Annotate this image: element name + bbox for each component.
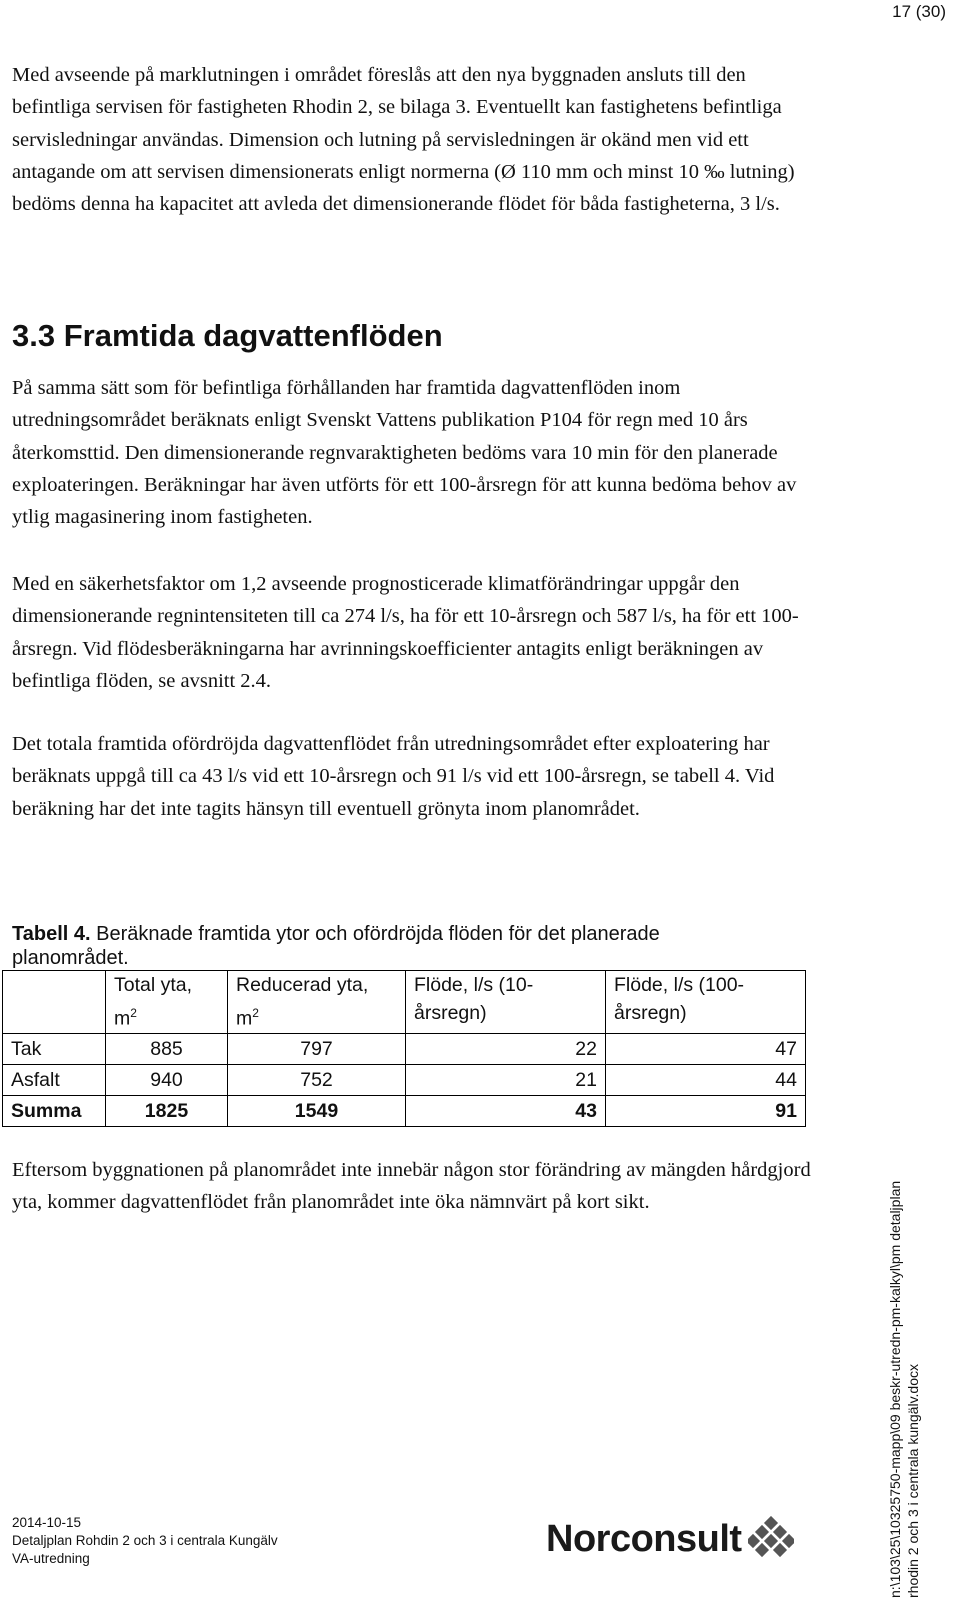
superscript: 2 <box>130 1006 137 1020</box>
footer-doc-type: VA-utredning <box>12 1551 90 1566</box>
cell-value: 940 <box>106 1064 228 1095</box>
header-line: Flöde, l/s (10- <box>414 974 534 996</box>
header-cell-total-area <box>106 971 228 1034</box>
superscript: 2 <box>252 1006 259 1020</box>
footer-project: Detaljplan Rohdin 2 och 3 i centrala Kungälv <box>12 1533 278 1548</box>
table-header-row <box>3 971 806 1034</box>
cell-value: 91 <box>606 1095 806 1126</box>
section-paragraph-2: Med en säkerhetsfaktor om 1,2 avseende prognosticerade klimatförändringar uppgår den dimensionerande regnintensiteten till ca 274 l/s, ha för ett 10-årsregn och 587 l/s, ha för ett 100-årsregn. Vid flödesberäkningarna har avrinningskoefficienter antagits enligt beräkningen av befintliga flöden, se avsnitt 2.4. <box>12 573 799 692</box>
footer <box>12 1514 278 1568</box>
cell-value: 885 <box>106 1033 228 1064</box>
logo-diamond-icon <box>748 1516 794 1562</box>
side-file-path-line-2: rhodin 2 och 3 i centrala kungälv.docx <box>905 1364 921 1598</box>
logo-text: Norconsult <box>546 1517 742 1560</box>
closing-paragraph: Eftersom byggnationen på planområdet inte innebär någon stor förändring av mängden hårdgjord yta, kommer dagvattenflödet från planområdet inte öka nämnvärt på kort sikt. <box>12 1159 811 1214</box>
cell-value: 47 <box>606 1033 806 1064</box>
header-line: Flöde, l/s (100- <box>614 974 745 996</box>
cell-value: 1549 <box>228 1095 406 1126</box>
cell-value: 797 <box>228 1033 406 1064</box>
section-paragraph-1: På samma sätt som för befintliga förhållanden har framtida dagvattenflöden inom utredningsområdet beräknats enligt Svenskt Vattens publikation P104 för regn med 10 års återkomsttid. Den dimensionerande regnvaraktigheten bedöms vara 10 min för den planerade exploateringen. Beräkningar har även utförts för ett 100-årsregn för att kunna bedöma behov av ytlig magasinering inom fastigheten. <box>12 377 797 529</box>
table-caption-label: Tabell 4. <box>12 923 91 945</box>
page-number: 17 (30) <box>892 2 946 21</box>
header-cell-flow-10 <box>406 971 606 1034</box>
header-line: m <box>114 1007 131 1030</box>
flow-table <box>2 970 806 1127</box>
cell-value: 752 <box>228 1064 406 1095</box>
header-line: årsregn) <box>614 1002 687 1024</box>
header-line: Total yta, <box>114 974 193 996</box>
row-label: Asfalt <box>3 1064 106 1095</box>
footer-date: 2014-10-15 <box>12 1515 82 1530</box>
cell-value: 43 <box>406 1095 606 1126</box>
cell-value: 44 <box>606 1064 806 1095</box>
header-cell-reduced-area <box>228 971 406 1034</box>
section-paragraph-3: Det totala framtida ofördröjda dagvattenflödet från utredningsområdet efter exploatering har beräknats uppgå till ca 43 l/s vid ett 10-årsregn och 91 l/s vid ett 100-årsregn, se tabell 4. Vid beräkning har det inte tagits hänsyn till eventuell grönyta inom planområdet. <box>12 733 775 820</box>
header-line: m <box>236 1007 253 1030</box>
cell-value: 22 <box>406 1033 606 1064</box>
row-label: Summa <box>3 1095 106 1126</box>
header-line: Reducerad yta, <box>236 974 369 996</box>
intro-paragraph: Med avseende på marklutningen i området föreslås att den nya byggnaden ansluts till den befintliga servisen för fastigheten Rhodin 2, se bilaga 3. Eventuellt kan fastighetens befintliga servisledningar användas. Dimension och lutning på servisledningen är okänd men vid ett antagande om att servisen dimensionerats enligt normerna (Ø 110 mm och minst 10 ‰ lutning) bedöms denna ha kapacitet att avleda det dimensionerande flödet för båda fastigheterna, 3 l/s. <box>12 64 795 216</box>
table-row <box>3 1064 806 1095</box>
norconsult-logo <box>546 1516 794 1562</box>
cell-value: 1825 <box>106 1095 228 1126</box>
table-row-total <box>3 1095 806 1126</box>
header-line: årsregn) <box>414 1002 487 1024</box>
cell-value: 21 <box>406 1064 606 1095</box>
header-cell-empty <box>3 971 106 1034</box>
section-heading: 3.3 Framtida dagvattenflöden <box>12 318 443 353</box>
row-label: Tak <box>3 1033 106 1064</box>
table-caption <box>12 922 772 970</box>
table-caption-text: Beräknade framtida ytor och ofördröjda flöden för det planerade planområdet. <box>12 923 660 969</box>
header-cell-flow-100 <box>606 971 806 1034</box>
side-file-path-line-1: n:\103\25\10325750-mapp\09 beskr-utredn-pm-kalkyl\pm detaljplan <box>887 1180 903 1598</box>
table-row <box>3 1033 806 1064</box>
